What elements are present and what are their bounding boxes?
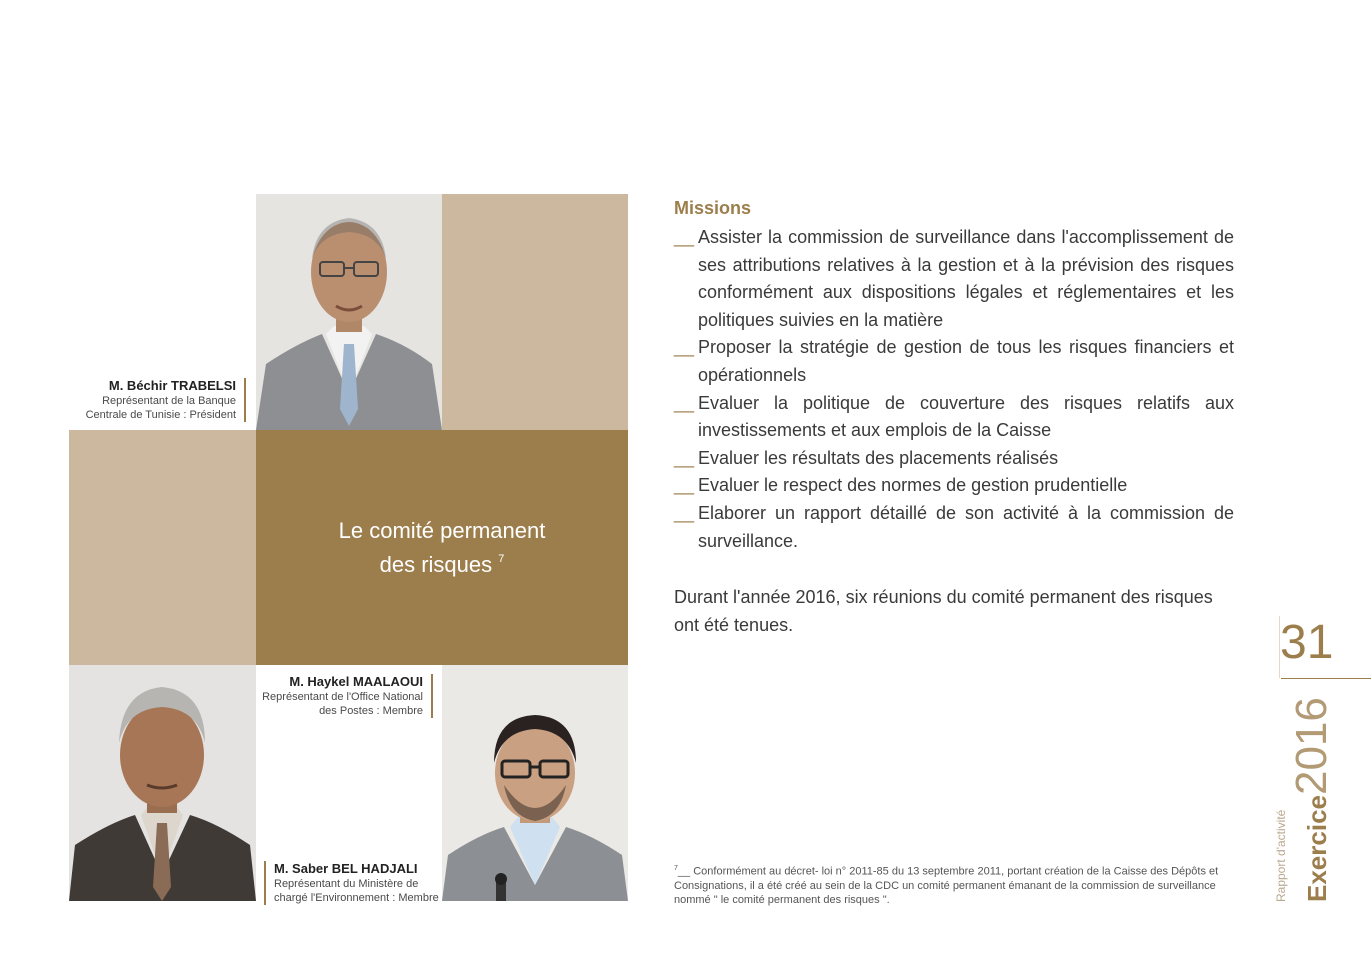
footnote-text: Conformément au décret- loi n° 2011-85 du 13 septembre 2011, portant création de la Caisse des Dépôts et Consignations, il a été créé au sein de la CDC un comité permanent émanant de la commission de surveillance nommé " le comité permanent des risques ". (674, 865, 1219, 906)
member-role-line: Représentant de la Banque (102, 395, 236, 407)
footnote-dash: __ (677, 865, 691, 878)
footnote (674, 862, 1240, 907)
committee-title-line2: des risques (379, 552, 493, 577)
side-label-small-wrapper (1272, 810, 1290, 902)
caption-bechir-trabelsi (86, 378, 246, 422)
mission-text: Evaluer le respect des normes de gestion prudentielle (698, 475, 1128, 496)
committee-title-line1: Le comité permanent (338, 518, 546, 543)
bullet-dash: __ (674, 502, 695, 523)
side-label (1287, 697, 1337, 902)
bullet-dash: __ (674, 337, 695, 358)
mission-item (674, 390, 1234, 445)
page-number: 31 (1280, 616, 1334, 669)
bullet-dash: __ (674, 447, 695, 468)
member-role-line: Représentant de l'Office National (262, 691, 423, 703)
member-name: M. Saber BEL HADJALI (274, 861, 418, 876)
tan-block-middle-left (69, 430, 256, 665)
page-divider (1281, 678, 1371, 679)
mission-text: Evaluer la politique de couverture des risques relatifs aux investissements et aux emplois de la Caisse (698, 392, 1234, 441)
bullet-dash: __ (674, 475, 695, 496)
mission-item (674, 472, 1234, 500)
tan-block-top-right (442, 194, 628, 430)
member-role-line: Centrale de Tunisie : Président (85, 409, 236, 421)
footnote-marker: 7 (674, 865, 678, 872)
mission-text: Assister la commission de surveillance dans l'accomplissement de ses attributions relatives à la gestion et à la prévision des risques conformément aux dispositions légales et réglementaires et les politiques suivies en la matière (698, 227, 1234, 330)
member-role-line: chargé l'Environnement : Membre (274, 892, 439, 904)
member-role-line: Représentant du Ministère de (274, 878, 419, 890)
caption-saber-bel-hadjali (264, 861, 439, 905)
mission-item (674, 224, 1234, 334)
member-name: M. Béchir TRABELSI (108, 378, 236, 393)
member-role-line: des Postes : Membre (319, 705, 423, 717)
mission-text: Proposer la stratégie de gestion de tous les risques financiers et opérationnels (698, 337, 1234, 385)
mission-text: Evaluer les résultats des placements réalisés (698, 447, 1059, 468)
mission-item (674, 334, 1234, 389)
mission-item (674, 500, 1234, 555)
photo-bechir-trabelsi (256, 194, 442, 430)
side-label-year: 2016 (1287, 697, 1336, 796)
side-label-small: Rapport d'activité (1274, 809, 1288, 902)
photo-saber-bel-hadjali (69, 665, 256, 901)
summary-paragraph: Durant l'année 2016, six réunions du comité permanent des risques ont été tenues. (674, 587, 1213, 635)
mission-item (674, 445, 1234, 473)
photo-haykel-maalaoui (442, 665, 628, 901)
bullet-dash: __ (674, 227, 695, 247)
side-label-exercice: Exercice (1302, 795, 1332, 902)
footnote-reference: 7 (498, 553, 505, 565)
bullet-dash: __ (674, 392, 695, 413)
mission-text: Elaborer un rapport détaillé de son activité à la commission de surveillance. (698, 502, 1234, 551)
missions-heading: Missions (674, 198, 752, 218)
missions-list (674, 224, 1234, 555)
caption-haykel-maalaoui (262, 674, 433, 718)
member-name: M. Haykel MAALAOUI (289, 674, 423, 689)
committee-title (256, 430, 628, 665)
